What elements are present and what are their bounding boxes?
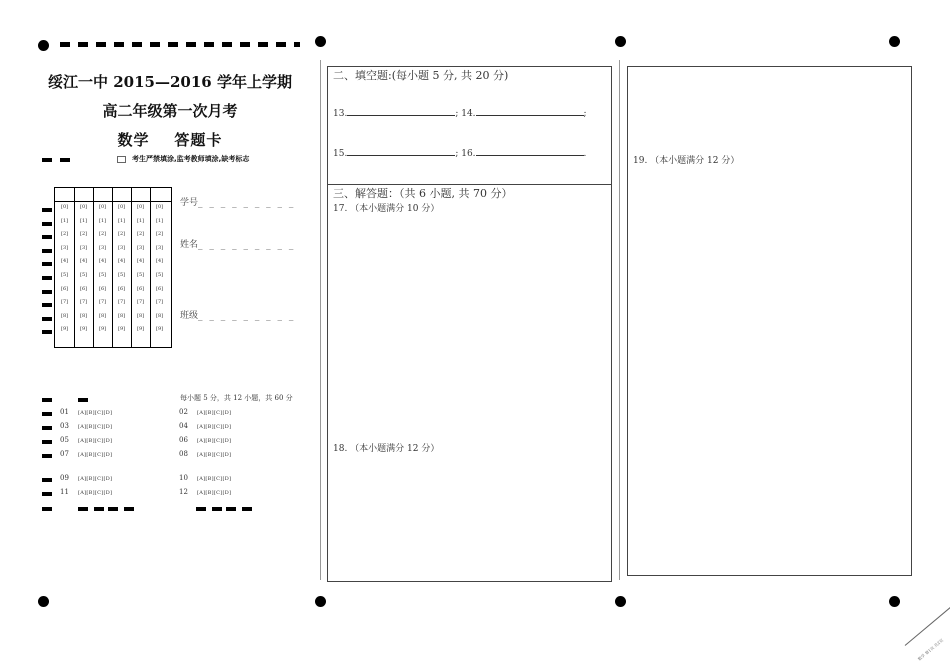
id-bubble[interactable]: [9] — [156, 326, 164, 333]
choice-options[interactable]: [A][B][C][D] — [78, 476, 113, 482]
choice-number: 03 — [60, 422, 69, 430]
q13-blank[interactable] — [347, 106, 455, 116]
choice-options[interactable]: [A][B][C][D] — [197, 476, 232, 482]
timing-mark — [42, 235, 52, 239]
choice-number: 10 — [179, 474, 188, 482]
choice-item — [60, 474, 112, 482]
id-bubble[interactable]: [1] — [118, 217, 126, 224]
id-bubble[interactable]: [6] — [137, 285, 145, 292]
choice-item — [179, 474, 231, 482]
timing-mark — [42, 454, 52, 458]
choice-options[interactable]: [A][B][C][D] — [197, 490, 232, 496]
timing-mark — [94, 507, 104, 511]
choice-options[interactable]: [A][B][C][D] — [78, 424, 113, 430]
id-bubble[interactable]: [7] — [61, 299, 69, 306]
choice-number: 04 — [179, 422, 188, 430]
id-bubble[interactable]: [5] — [118, 272, 126, 278]
id-bubble[interactable]: [8] — [80, 312, 88, 319]
id-bubble[interactable]: [5] — [80, 272, 88, 278]
id-bubble[interactable]: [3] — [118, 244, 126, 251]
id-bubble[interactable]: [3] — [99, 244, 107, 251]
id-bubble[interactable]: [9] — [118, 326, 126, 333]
timing-mark — [42, 492, 52, 496]
choice-number: 05 — [60, 436, 69, 444]
choice-number: 11 — [60, 488, 69, 496]
choice-options[interactable]: [A][B][C][D] — [78, 490, 113, 496]
timing-mark — [42, 249, 52, 253]
choice-options[interactable]: [A][B][C][D] — [78, 438, 113, 444]
absence-notice — [117, 154, 249, 164]
id-bubble[interactable]: [4] — [80, 258, 88, 265]
id-bubble[interactable]: [4] — [99, 258, 107, 265]
choice-number: 01 — [60, 408, 69, 416]
absence-notice-text: 考生严禁填涂,监考教师填涂,缺考标志 — [132, 155, 250, 163]
id-bubble[interactable]: [5] — [156, 272, 164, 278]
column-divider — [619, 60, 620, 580]
choice-number: 08 — [179, 450, 188, 458]
choice-instruction: 每小题 5 分，共 12 小题，共 60 分 — [180, 394, 293, 402]
id-bubble[interactable]: [7] — [99, 299, 107, 306]
fill-blank-panel — [327, 66, 612, 185]
column-divider — [320, 60, 321, 580]
timing-mark-strip — [60, 42, 300, 47]
choice-options[interactable]: [A][B][C][D] — [78, 410, 113, 416]
id-bubble[interactable]: [3] — [80, 244, 88, 251]
id-bubble[interactable]: [3] — [61, 244, 69, 251]
q16-label: ; 16. — [455, 149, 476, 159]
timing-mark — [124, 507, 134, 511]
id-bubble[interactable]: [2] — [156, 231, 164, 238]
fill-row-2 — [333, 146, 586, 159]
q18-label: 18. （本小题满分 12 分） — [333, 444, 440, 454]
timing-mark — [242, 507, 252, 511]
choice-item — [179, 488, 231, 496]
choice-item — [60, 450, 112, 458]
q18-answer-area[interactable] — [333, 455, 603, 575]
id-bubble[interactable]: [0] — [156, 204, 164, 210]
timing-mark — [42, 222, 52, 226]
timing-mark — [226, 507, 236, 511]
choice-item — [60, 436, 112, 444]
timing-mark — [42, 262, 52, 266]
timing-mark — [42, 303, 52, 307]
choice-item — [60, 422, 112, 430]
q19-answer-area[interactable] — [633, 167, 903, 567]
choice-item — [179, 450, 231, 458]
student-id-grid — [54, 187, 172, 348]
name-label: 姓名 — [180, 240, 199, 250]
choice-item — [179, 408, 231, 416]
choice-number: 06 — [179, 436, 188, 444]
id-bubble[interactable]: [3] — [156, 244, 164, 251]
registration-dot — [38, 596, 49, 607]
registration-dot — [38, 40, 49, 51]
registration-dot — [615, 36, 626, 47]
id-bubble[interactable]: [1] — [137, 217, 145, 224]
id-bubble[interactable]: [4] — [61, 258, 69, 265]
answer-panel — [327, 184, 612, 582]
registration-dot — [315, 596, 326, 607]
choice-number: 07 — [60, 450, 69, 458]
timing-mark — [42, 208, 52, 212]
q14-end: ; — [583, 109, 587, 119]
id-bubble[interactable]: [4] — [137, 258, 145, 265]
timing-mark — [212, 507, 222, 511]
choice-number: 02 — [179, 408, 188, 416]
id-bubble[interactable]: [9] — [99, 326, 107, 333]
id-bubble[interactable]: [4] — [118, 258, 126, 265]
timing-mark — [42, 507, 52, 511]
exam-title: 高二年级第一次月考 — [102, 102, 238, 120]
id-bubble[interactable]: [9] — [80, 326, 88, 333]
id-bubble[interactable]: [0] — [99, 204, 107, 210]
id-label: 学号 — [180, 198, 199, 208]
registration-dot — [889, 36, 900, 47]
id-bubble[interactable]: [8] — [99, 312, 107, 319]
class-blank[interactable]: _ _ _ _ _ _ _ _ _ — [198, 311, 296, 321]
id-bubble[interactable]: [2] — [61, 231, 69, 238]
id-bubble[interactable]: [4] — [156, 258, 164, 265]
id-bubble[interactable]: [0] — [61, 204, 69, 210]
timing-mark — [42, 158, 52, 162]
timing-mark — [42, 440, 52, 444]
timing-mark — [108, 507, 118, 511]
choice-options[interactable]: [A][B][C][D] — [197, 424, 232, 430]
id-bubble[interactable]: [6] — [80, 285, 88, 292]
timing-mark — [42, 330, 52, 334]
fill-row-1 — [333, 106, 587, 119]
choice-number: 09 — [60, 474, 69, 482]
q15-label: 15. — [333, 149, 348, 159]
id-blank[interactable]: _ _ _ _ _ _ _ _ _ — [198, 198, 296, 208]
id-bubble[interactable]: [6] — [156, 285, 164, 292]
id-bubble[interactable]: [1] — [61, 217, 69, 224]
id-bubble[interactable]: [3] — [137, 244, 145, 251]
id-bubble[interactable]: [2] — [99, 231, 107, 238]
q14-label: ; 14. — [455, 109, 476, 119]
id-bubble[interactable]: [6] — [118, 285, 126, 292]
id-bubble[interactable]: [5] — [137, 272, 145, 278]
q19-panel — [627, 66, 912, 576]
id-bubble[interactable]: [0] — [80, 204, 88, 210]
timing-mark — [42, 276, 52, 280]
id-bubble[interactable]: [2] — [118, 231, 126, 238]
school-title: 绥江一中 2015—2016 学年上学期 — [48, 73, 292, 91]
corner-note: 数学 第1页 共2页 — [916, 637, 945, 662]
id-bubble[interactable]: [5] — [61, 272, 69, 278]
q17-answer-area[interactable] — [333, 215, 603, 435]
choice-item — [179, 422, 231, 430]
id-bubble[interactable]: [8] — [61, 312, 69, 319]
timing-mark — [42, 317, 52, 321]
choice-item — [60, 408, 112, 416]
id-bubble[interactable]: [0] — [118, 204, 126, 210]
id-bubble[interactable]: [7] — [156, 299, 164, 306]
q16-blank[interactable] — [476, 146, 584, 156]
id-bubble[interactable]: [1] — [156, 217, 164, 224]
registration-dot — [615, 596, 626, 607]
timing-mark — [196, 507, 206, 511]
id-bubble[interactable]: [8] — [156, 312, 164, 319]
id-bubble[interactable]: [1] — [99, 217, 107, 224]
subject-title: 数学 答题卡 — [117, 131, 223, 149]
answer-heading: 三、解答题：（共 6 小题, 共 70 分） — [333, 187, 513, 200]
q14-blank[interactable] — [476, 106, 584, 116]
choice-options[interactable]: [A][B][C][D] — [78, 452, 113, 458]
id-bubble[interactable]: [9] — [61, 326, 69, 333]
choice-item — [179, 436, 231, 444]
timing-mark — [42, 412, 52, 416]
timing-mark — [42, 290, 52, 294]
fill-heading: 二、填空题:(每小题 5 分, 共 20 分) — [333, 69, 509, 82]
id-bubble[interactable]: [9] — [137, 326, 145, 333]
choice-options[interactable]: [A][B][C][D] — [197, 438, 232, 444]
timing-mark — [78, 398, 88, 402]
choice-options[interactable]: [A][B][C][D] — [197, 410, 232, 416]
id-bubble[interactable]: [2] — [80, 231, 88, 238]
timing-mark — [60, 158, 70, 162]
timing-mark — [42, 478, 52, 482]
id-bubble[interactable]: [6] — [61, 285, 69, 292]
timing-mark — [78, 507, 88, 511]
id-bubble[interactable]: [5] — [99, 272, 107, 278]
id-bubble[interactable]: [7] — [118, 299, 126, 306]
id-bubble[interactable]: [7] — [137, 299, 145, 306]
q15-blank[interactable] — [347, 146, 455, 156]
q16-end: . — [583, 149, 587, 159]
class-label: 班级 — [180, 311, 199, 321]
name-blank[interactable]: _ _ _ _ _ _ _ _ _ — [198, 240, 296, 250]
timing-mark — [42, 426, 52, 430]
id-bubble[interactable]: [2] — [137, 231, 145, 238]
id-bubble[interactable]: [6] — [99, 285, 107, 292]
id-bubble[interactable]: [7] — [80, 299, 88, 306]
q19-label: 19. （本小题满分 12 分） — [633, 156, 740, 166]
choice-options[interactable]: [A][B][C][D] — [197, 452, 232, 458]
registration-dot — [315, 36, 326, 47]
absence-checkbox[interactable] — [117, 156, 126, 163]
id-bubble[interactable]: [8] — [118, 312, 126, 319]
q13-label: 13. — [333, 109, 348, 119]
choice-number: 12 — [179, 488, 188, 496]
id-bubble[interactable]: [0] — [137, 204, 145, 210]
choice-item — [60, 488, 112, 496]
registration-dot — [889, 596, 900, 607]
id-bubble[interactable]: [8] — [137, 312, 145, 319]
q17-label: 17. （本小题满分 10 分） — [333, 204, 440, 214]
timing-mark — [42, 398, 52, 402]
id-bubble[interactable]: [1] — [80, 217, 88, 224]
